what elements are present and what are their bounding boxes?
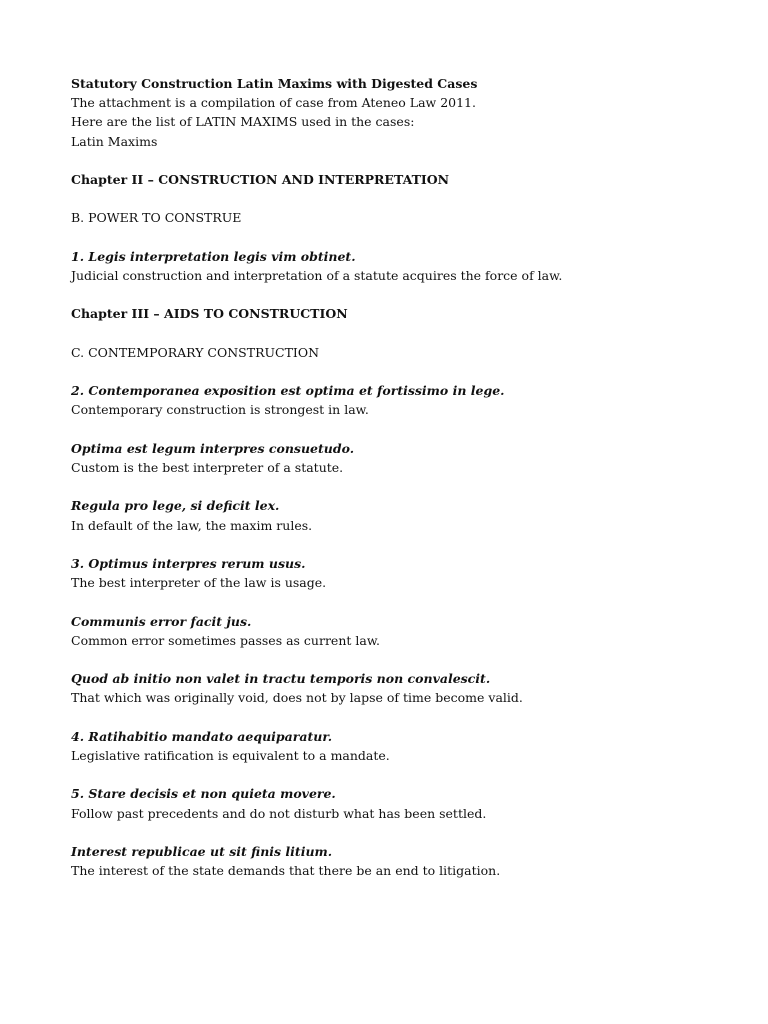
maxim-meaning: Contemporary construction is strongest in law.: [71, 402, 369, 418]
maxim-meaning: That which was originally void, does not by lapse of time become valid.: [71, 690, 523, 706]
spacer: [71, 708, 731, 727]
maxim-meaning: Judicial construction and interpretation of a statute acquires the force of law.: [71, 267, 563, 283]
spacer: [71, 535, 731, 554]
spacer: [71, 285, 731, 304]
maxim-block: [71, 842, 731, 880]
maxim-block: [71, 669, 731, 707]
maxim-latin: 1. Legis interpretation legis vim obtinet.: [71, 248, 356, 264]
spacer: [71, 420, 731, 439]
maxim-latin: Optima est legum interpres consuetudo.: [71, 440, 355, 456]
spacer: [71, 189, 731, 208]
maxim-latin: 3. Optimus interpres rerum usus.: [71, 555, 306, 571]
maxim-latin: Interest republicae ut sit finis litium.: [71, 843, 333, 859]
maxim-block: [71, 381, 731, 419]
section-c-heading: C. CONTEMPORARY CONSTRUCTION: [71, 344, 320, 360]
maxim-meaning: The best interpreter of the law is usage.: [71, 575, 327, 591]
maxim-latin: 5. Stare decisis et non quieta movere.: [71, 786, 336, 802]
maxim-block: [71, 247, 731, 285]
maxim-block: [71, 554, 731, 592]
maxim-meaning: In default of the law, the maxim rules.: [71, 517, 313, 533]
spacer: [71, 592, 731, 611]
maxim-block: [71, 784, 731, 822]
maxim-block: [71, 727, 731, 765]
document-title: Statutory Construction Latin Maxims with Digested Cases: [71, 76, 478, 91]
spacer: [71, 650, 731, 669]
maxim-latin: Quod ab initio non valet in tractu temporis non convalescit.: [71, 671, 491, 687]
maxim-meaning: Custom is the best interpreter of a statute.: [71, 459, 344, 475]
spacer: [71, 362, 731, 381]
spacer: [71, 151, 731, 170]
maxim-latin: 2. Contemporanea exposition est optima et fortissimo in lege.: [71, 383, 505, 399]
maxim-block: [71, 612, 731, 650]
maxim-block: [71, 439, 731, 477]
spacer: [71, 823, 731, 842]
section-b-heading: B. POWER TO CONSTRUE: [71, 210, 242, 226]
spacer: [71, 765, 731, 784]
maxim-latin: 4. Ratihabitio mandato aequiparatur.: [71, 728, 333, 744]
maxim-meaning: Common error sometimes passes as current law.: [71, 632, 381, 648]
maxim-meaning: Follow past precedents and do not disturb what has been settled.: [71, 805, 487, 821]
maxim-block: [71, 496, 731, 534]
maxim-latin: Communis error facit jus.: [71, 613, 252, 629]
maxim-meaning: Legislative ratification is equivalent to a mandate.: [71, 747, 390, 763]
intro-line-1: The attachment is a compilation of case from Ateneo Law 2011.: [71, 95, 476, 111]
spacer: [71, 324, 731, 343]
spacer: [71, 477, 731, 496]
document-page: [71, 74, 731, 880]
intro-line-2: Here are the list of LATIN MAXIMS used in the cases:: [71, 114, 415, 130]
spacer: [71, 228, 731, 247]
maxim-meaning: The interest of the state demands that there be an end to litigation.: [71, 863, 501, 879]
chapter-3-heading: Chapter III – AIDS TO CONSTRUCTION: [71, 306, 348, 322]
intro-line-3: Latin Maxims: [71, 133, 158, 149]
chapter-2-heading: Chapter II – CONSTRUCTION AND INTERPRETATION: [71, 172, 450, 187]
maxim-latin: Regula pro lege, si deficit lex.: [71, 498, 280, 514]
